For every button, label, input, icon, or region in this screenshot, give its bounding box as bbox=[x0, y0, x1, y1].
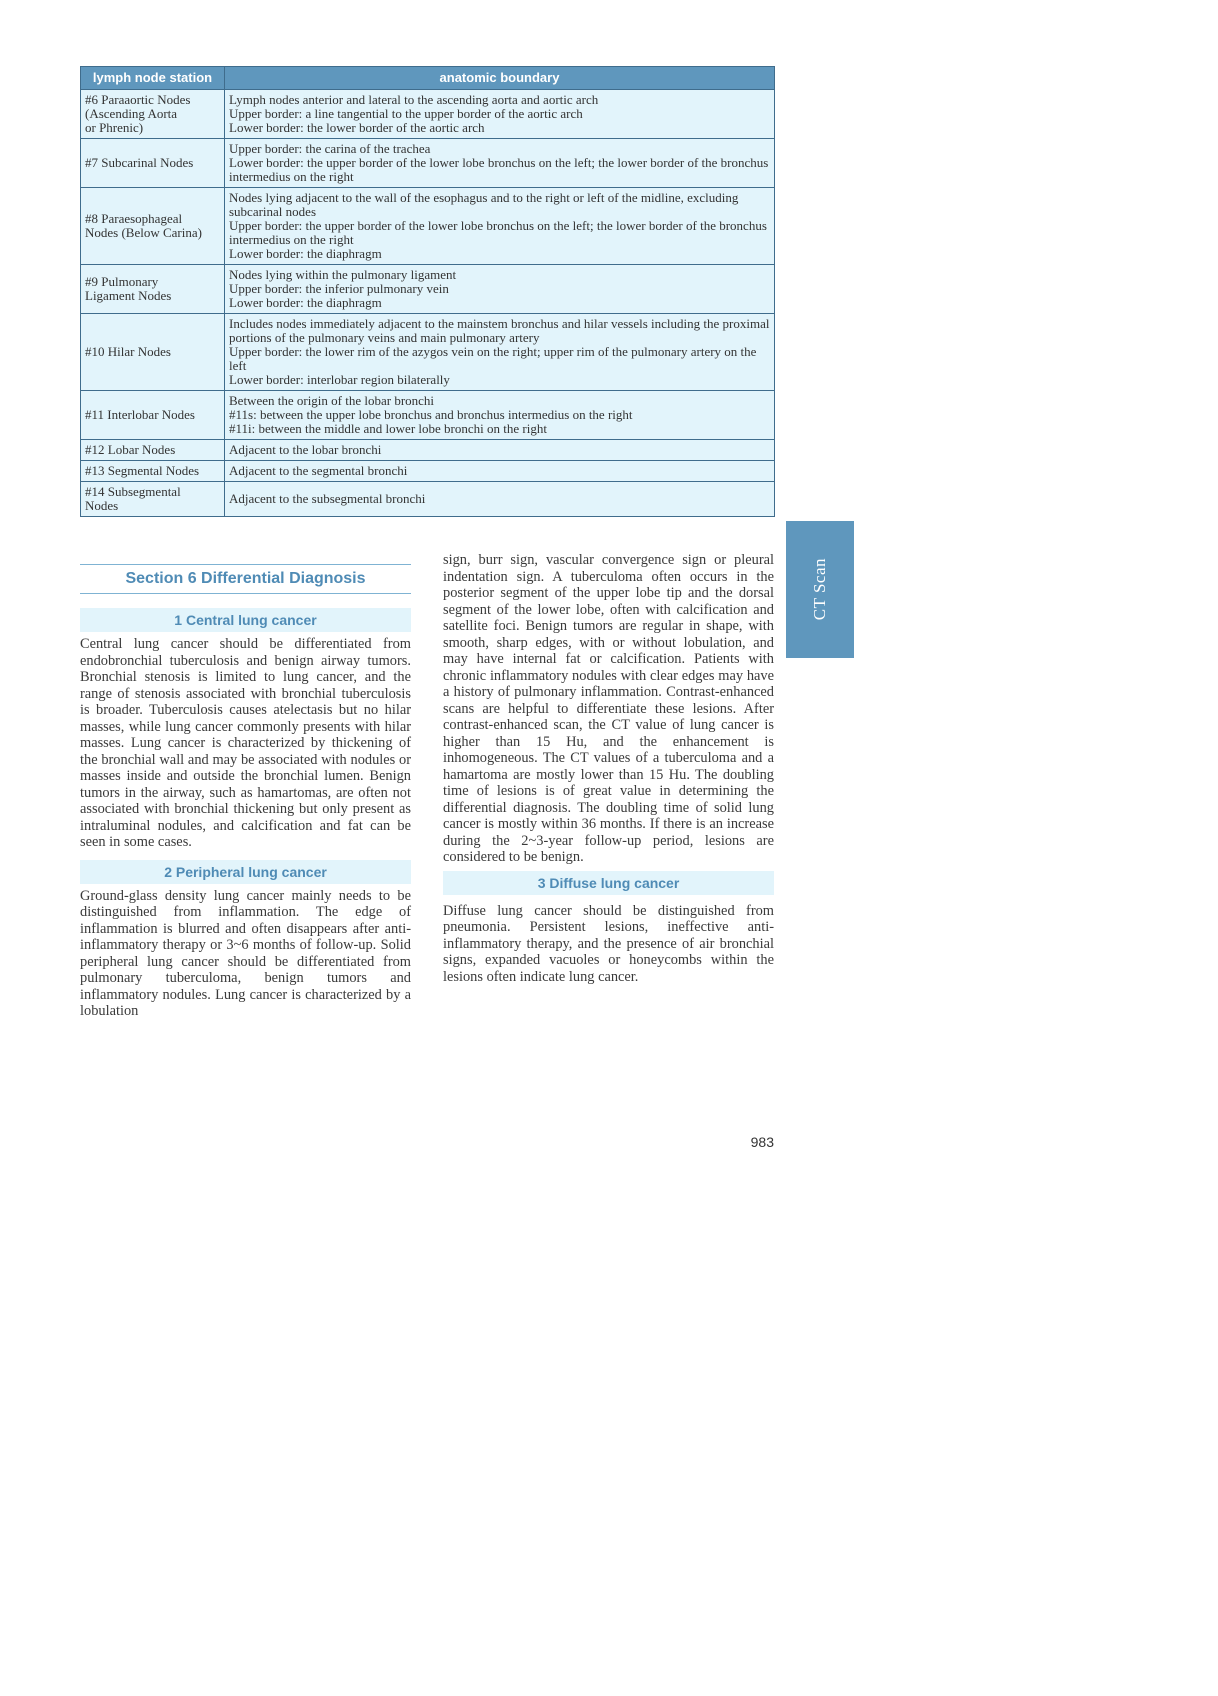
boundary-line: Upper border: the lower rim of the azygos vein on the right; upper rim of the pulmonary artery on the left bbox=[229, 344, 757, 373]
station-line: Nodes bbox=[85, 498, 119, 513]
section-title: Section 6 Differential Diagnosis bbox=[80, 564, 411, 594]
boundary-line: Upper border: a line tangential to the upper border of the aortic arch bbox=[229, 106, 583, 121]
paragraph-peripheral-continued: sign, burr sign, vascular convergence sign or pleural indentation sign. A tuberculoma often occurs in the posterior segment of the upper lobe tip and the dorsal segment of the lower lobe, often with calcification and satellite foci. Benign tumors are regular in shape, with smooth, sharp edges, with or without lobulation, and may have internal fat or calcification. Patients with chronic inflammatory nodules with clear edges may have a history of pulmonary inflammation. Contrast-enhanced scans are helpful to differentiate these lesions. After contrast-enhanced scan, the CT value of lung cancer is higher than 15 Hu, and the enhancement is inhomogeneous. The CT values of a tuberculoma and a hamartoma are mostly lower than 15 Hu. The doubling time of lesions is of great value in determining the differential diagnosis. The doubling time of solid lung cancer is mostly within 36 months. If there is an increase during the 2~3-year follow-up period, lesions are considered to be benign. bbox=[443, 552, 774, 865]
paragraph-peripheral: Ground-glass density lung cancer mainly needs to be distinguished from inflammation. The edge of inflammation is blurred and often disappears after anti-inflammatory therapy or 3~6 months of follow-up. Solid peripheral lung cancer should be differentiated from pulmonary tuberculoma, benign tumors and inflammatory nodules. Lung cancer is characterized by a lobulation bbox=[80, 887, 411, 1019]
boundary-cell bbox=[225, 188, 775, 265]
table-row bbox=[81, 139, 775, 188]
table-body bbox=[81, 90, 775, 517]
station-cell bbox=[81, 90, 225, 139]
boundary-line: #11s: between the upper lobe bronchus and bronchus intermedius on the right bbox=[229, 407, 633, 422]
header-boundary: anatomic boundary bbox=[225, 67, 775, 90]
table-row bbox=[81, 90, 775, 139]
station-cell bbox=[81, 440, 225, 461]
table-row bbox=[81, 391, 775, 440]
boundary-cell bbox=[225, 391, 775, 440]
station-cell bbox=[81, 314, 225, 391]
station-cell bbox=[81, 188, 225, 265]
subsection-title-peripheral: 2 Peripheral lung cancer bbox=[80, 860, 411, 884]
boundary-line: Nodes lying within the pulmonary ligament bbox=[229, 267, 457, 282]
paragraph-central: Central lung cancer should be differentiated from endobronchial tuberculosis and benign airway tumors. Bronchial stenosis is limited to lung cancer, and the range of stenosis associated with bronchial tuberculosis is broader. Tuberculosis causes atelectasis but no hilar masses, while lung cancer commonly presents with hilar masses. Lung cancer is characterized by thickening of the bronchial wall and may be associated with nodules or masses inside and outside the bronchial lumen. Benign tumors in the airway, such as hamartomas, are often not associated with bronchial thickening but only present as intraluminal nodules, and calcification and fat can be seen in some cases. bbox=[80, 636, 411, 850]
station-cell bbox=[81, 461, 225, 482]
subsection-title-central: 1 Central lung cancer bbox=[80, 608, 411, 632]
table-row bbox=[81, 314, 775, 391]
station-line: #10 Hilar Nodes bbox=[85, 344, 171, 359]
boundary-cell bbox=[225, 139, 775, 188]
page-number: 983 bbox=[750, 1134, 774, 1150]
boundary-line: Lymph nodes anterior and lateral to the ascending aorta and aortic arch bbox=[229, 92, 599, 107]
station-line: or Phrenic) bbox=[85, 120, 144, 135]
boundary-line: Adjacent to the segmental bronchi bbox=[229, 463, 408, 478]
station-line: #9 Pulmonary bbox=[85, 274, 159, 289]
station-line: Ligament Nodes bbox=[85, 288, 172, 303]
lymph-node-table bbox=[80, 66, 775, 517]
boundary-line: Includes nodes immediately adjacent to the mainstem bronchus and hilar vessels including the proximal portions of the pulmonary veins and main pulmonary artery bbox=[229, 316, 770, 345]
boundary-cell bbox=[225, 482, 775, 517]
table-row bbox=[81, 461, 775, 482]
boundary-line: Lower border: the lower border of the aortic arch bbox=[229, 120, 485, 135]
station-line: (Ascending Aorta bbox=[85, 106, 178, 121]
station-cell bbox=[81, 139, 225, 188]
boundary-line: Lower border: the upper border of the lower lobe bronchus on the left; the lower border of the bronchus intermedius on the right bbox=[229, 155, 769, 184]
left-column bbox=[80, 556, 411, 1020]
station-line: Nodes (Below Carina) bbox=[85, 225, 202, 240]
table-row bbox=[81, 440, 775, 461]
boundary-line: Upper border: the upper border of the lower lobe bronchus on the left; the lower border of the bronchus intermedius on the right bbox=[229, 218, 767, 247]
station-line: #7 Subcarinal Nodes bbox=[85, 155, 194, 170]
boundary-line: Lower border: the diaphragm bbox=[229, 295, 382, 310]
boundary-cell bbox=[225, 314, 775, 391]
boundary-line: #11i: between the middle and lower lobe bronchi on the right bbox=[229, 421, 547, 436]
station-line: #8 Paraesophageal bbox=[85, 211, 183, 226]
station-line: #6 Paraaortic Nodes bbox=[85, 92, 191, 107]
side-tab-label: CT Scan bbox=[810, 558, 829, 621]
table-row bbox=[81, 265, 775, 314]
table-row bbox=[81, 482, 775, 517]
station-cell bbox=[81, 482, 225, 517]
boundary-line: Adjacent to the subsegmental bronchi bbox=[229, 491, 426, 506]
table-row bbox=[81, 188, 775, 265]
subsection-title-diffuse: 3 Diffuse lung cancer bbox=[443, 871, 774, 895]
boundary-line: Between the origin of the lobar bronchi bbox=[229, 393, 435, 408]
station-cell bbox=[81, 265, 225, 314]
boundary-cell bbox=[225, 461, 775, 482]
boundary-cell bbox=[225, 265, 775, 314]
boundary-line: Upper border: the carina of the trachea bbox=[229, 141, 431, 156]
station-cell bbox=[81, 391, 225, 440]
paragraph-diffuse: Diffuse lung cancer should be distinguished from pneumonia. Persistent lesions, ineffective anti-inflammatory therapy, and the presence of air bronchial signs, expanded vacuoles or honeycombs within the lesions often indicate lung cancer. bbox=[443, 902, 774, 985]
station-line: #13 Segmental Nodes bbox=[85, 463, 200, 478]
boundary-line: Adjacent to the lobar bronchi bbox=[229, 442, 382, 457]
table-header-row bbox=[81, 67, 775, 90]
chapter-side-tab bbox=[786, 521, 854, 658]
boundary-line: Lower border: interlobar region bilaterally bbox=[229, 372, 450, 387]
station-line: #12 Lobar Nodes bbox=[85, 442, 176, 457]
header-station: lymph node station bbox=[81, 67, 225, 90]
boundary-cell bbox=[225, 440, 775, 461]
boundary-line: Lower border: the diaphragm bbox=[229, 246, 382, 261]
boundary-line: Upper border: the inferior pulmonary vein bbox=[229, 281, 449, 296]
station-line: #14 Subsegmental bbox=[85, 484, 181, 499]
boundary-cell bbox=[225, 90, 775, 139]
boundary-line: Nodes lying adjacent to the wall of the esophagus and to the right or left of the midline, excluding subcarinal nodes bbox=[229, 190, 739, 219]
right-column bbox=[443, 552, 774, 985]
station-line: #11 Interlobar Nodes bbox=[85, 407, 195, 422]
